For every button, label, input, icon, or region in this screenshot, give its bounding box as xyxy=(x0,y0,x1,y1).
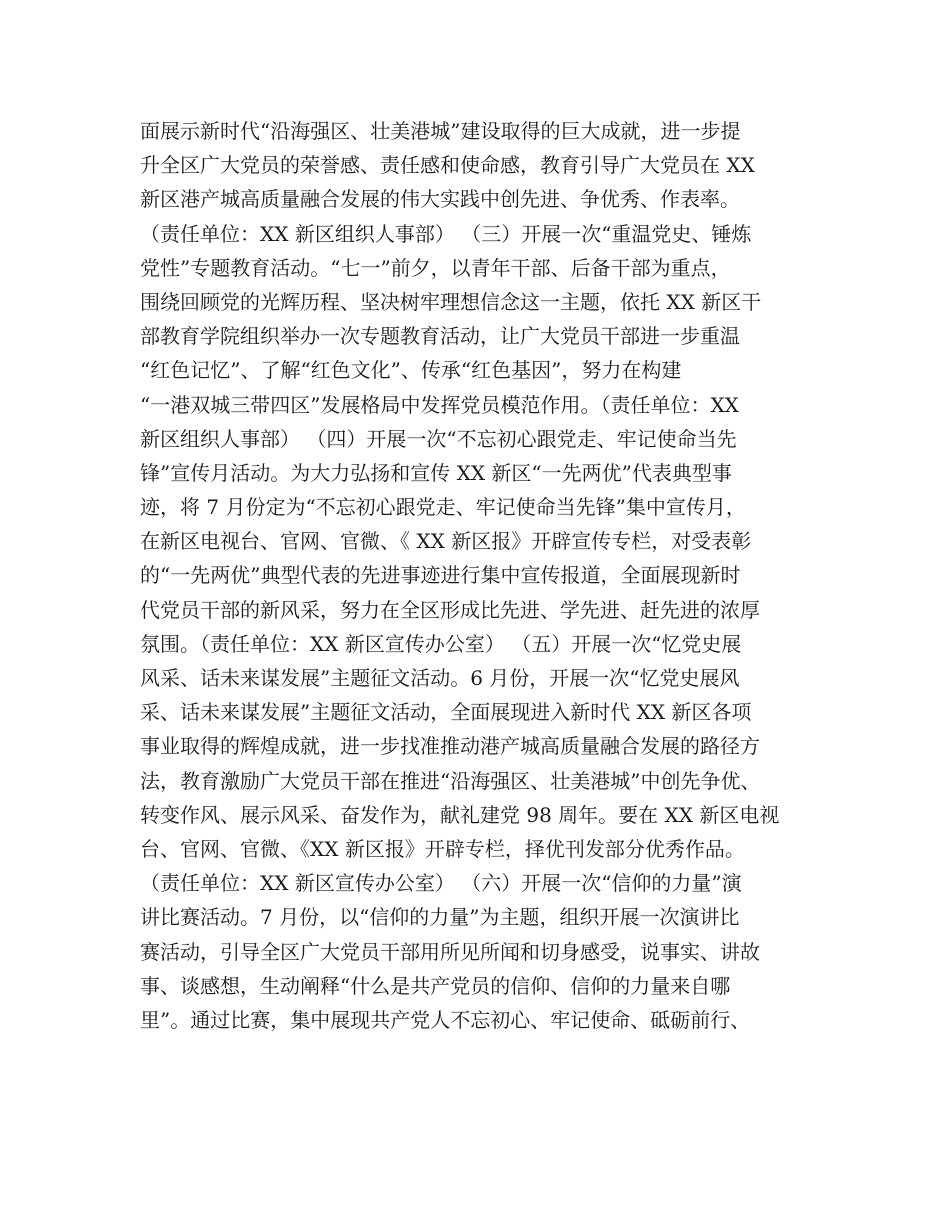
text-line: 法，教育激励广大党员干部在推进“沿海强区、壮美港城”中创先争优、 xyxy=(140,768,761,793)
text-line: 升全区广大党员的荣誉感、责任感和使命感，教育引导广大党员在 XX xyxy=(140,153,755,178)
text-line: 风采、话未来谋发展”主题征文活动。6 月份，开展一次“忆党史展风 xyxy=(140,666,740,690)
text-line: 采、话未来谋发展”主题征文活动，全面展现进入新时代 XX 新区各项 xyxy=(140,700,752,725)
text-line: 迹，将 7 月份定为“不忘初心跟党走、牢记使命当先锋”集中宣传月， xyxy=(140,495,746,520)
text-line: 转变作风、展示风采、奋发作为，献礼建党 98 周年。要在 XX 新区电视 xyxy=(140,802,780,827)
text-line: 事业取得的辉煌成就，进一步找准推动港产城高质量融合发展的路径方 xyxy=(140,734,760,759)
text-line: 部教育学院组织举办一次专题教育活动，让广大党员干部进一步重温 xyxy=(140,324,740,349)
text-line: 的“一先两优”典型代表的先进事迹进行集中宣传报道，全面展现新时 xyxy=(140,563,741,588)
text-line: 氛围。（责任单位：XX 新区宣传办公室） （五）开展一次“忆党史展 xyxy=(140,631,742,656)
text-line: 里”。通过比赛，集中展现共产党人不忘初心、牢记使命、砥砺前行、 xyxy=(140,1007,751,1032)
text-line: 新区港产城高质量融合发展的伟大实践中创先进、争优秀、作表率。 xyxy=(140,187,740,212)
body-text xyxy=(140,114,840,1037)
text-line: 事、谈感想，生动阐释“什么是共产党员的信仰、信仰的力量来自哪 xyxy=(140,973,731,998)
text-line: 赛活动，引导全区广大党员干部用所见所闻和切身感受，说事实、讲故 xyxy=(140,939,760,964)
text-line: 在新区电视台、官网、官微、《 XX 新区报》开辟宣传专栏，对受表彰 xyxy=(140,529,752,554)
text-line: 台、官网、官微、《XX 新区报》开辟专栏，择优刊发部分优秀作品。 xyxy=(140,836,745,861)
text-line: （责任单位：XX 新区组织人事部） （三）开展一次“重温党史、锤炼 xyxy=(140,221,752,246)
text-line: 锋”宣传月活动。为大力弘扬和宣传 XX 新区“一先两优”代表典型事 xyxy=(140,460,732,485)
text-line: 讲比赛活动。7 月份，以“信仰的力量”为主题，组织开展一次演讲比 xyxy=(140,905,740,930)
text-line: “一港双城三带四区”发展格局中发挥党员模范作用。（责任单位：XX xyxy=(140,392,739,417)
text-line: “红色记忆”、了解“红色文化”、传承“红色基因”，努力在构建 xyxy=(140,358,682,383)
text-line: 代党员干部的新风采，努力在全区形成比先进、学先进、赶先进的浓厚 xyxy=(140,597,760,622)
text-line: 围绕回顾党的光辉历程、坚决树牢理想信念这一主题，依托 XX 新区干 xyxy=(140,289,762,314)
text-line: 面展示新时代“沿海强区、壮美港城”建设取得的巨大成就，进一步提 xyxy=(140,119,741,143)
text-line: 党性”专题教育活动。“七一”前夕，以青年干部、后备干部为重点， xyxy=(140,255,731,280)
text-line: 新区组织人事部） （四）开展一次“不忘初心跟党走、牢记使命当先 xyxy=(140,426,737,451)
text-line: （责任单位：XX 新区宣传办公室） （六）开展一次“信仰的力量”演 xyxy=(140,871,742,896)
